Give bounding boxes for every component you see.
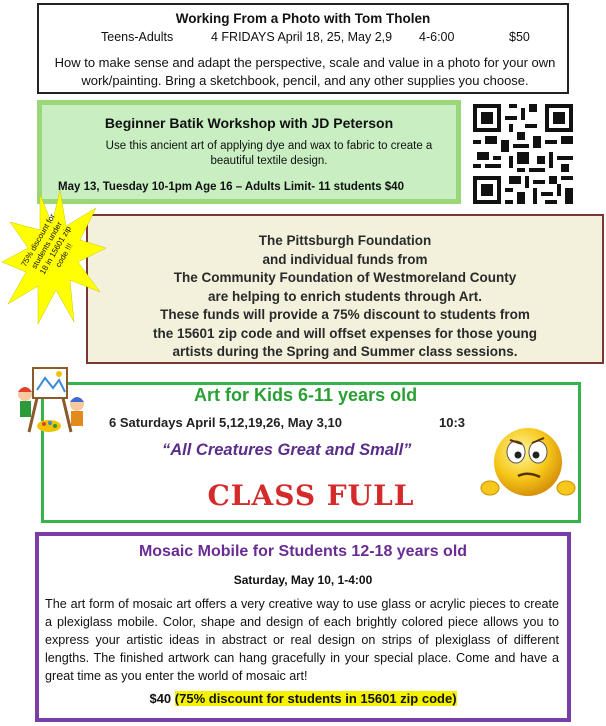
foundation-line: artists during the Spring and Summer class sessions. xyxy=(172,344,518,359)
class-description: Use this ancient art of applying dye and wax to fabric to create a beautiful textile design. xyxy=(105,140,433,167)
class-full-badge: CLASS FULL xyxy=(207,479,415,512)
class-dates: 4 FRIDAYS April 18, 25, May 2,9 xyxy=(211,30,393,44)
foundation-line: The Community Foundation of Westmoreland County xyxy=(173,270,517,285)
class-price: $50 xyxy=(509,30,530,44)
class-audience: Teens-Adults xyxy=(101,30,174,44)
discount-highlight: (75% discount for students in 15601 zip code) xyxy=(174,691,457,706)
class-price: $40 xyxy=(149,691,172,706)
class-description: How to make sense and adapt the perspective, scale and value in a photo for your own work/painting. Bring a sketchbook, pencil, and any other supplies you choose. xyxy=(54,55,556,88)
class-subtitle: “All Creatures Great and Small” xyxy=(162,441,412,459)
class-mosaic-mobile xyxy=(35,532,571,722)
class-working-from-photo xyxy=(37,3,569,94)
class-title: Working From a Photo with Tom Tholen xyxy=(175,11,431,26)
class-title: Mosaic Mobile for Students 12-18 years old xyxy=(138,543,468,560)
discount-starburst xyxy=(0,188,108,328)
class-details: May 13, Tuesday 10-1pm Age 16 – Adults Limit- 11 students $40 xyxy=(58,181,404,193)
class-title: Beginner Batik Workshop with JD Peterson xyxy=(104,115,394,131)
qr-code-icon xyxy=(469,100,577,208)
kids-painting-clipart xyxy=(15,364,87,436)
class-time: 4-6:00 xyxy=(419,30,455,44)
foundation-line: and individual funds from xyxy=(262,251,428,267)
confused-emoji-icon xyxy=(480,418,576,510)
foundation-notice xyxy=(86,214,604,364)
foundation-line: These funds will provide a 75% discount to students from xyxy=(160,307,530,322)
foundation-line: The Pittsburgh Foundation xyxy=(258,233,432,248)
foundation-text xyxy=(88,232,602,362)
class-price-line xyxy=(39,691,567,706)
class-title: Art for Kids 6-11 years old xyxy=(194,385,418,405)
foundation-line: the 15601 zip code and will offset expenses for those young xyxy=(152,325,538,341)
class-time: 10:3 xyxy=(439,415,466,430)
foundation-line: are helping to enrich students through Art. xyxy=(207,288,482,304)
class-dates: 6 Saturdays April 5,12,19,26, May 3,10 xyxy=(109,415,342,430)
class-date: Saturday, May 10, 1-4:00 xyxy=(233,573,373,587)
class-description: The art form of mosaic art offers a very creative way to use glass or acrylic pieces to create a plexiglass mobile. Color, shape and design of each brightly colored piece allows you to express your artistic ideas in abstract or real design on strips of plexiglass of different lengths. The finished artwork can hang gracefully in your special place. Come and have a great time as you enter the world of mosaic art! xyxy=(45,597,559,683)
starburst-text: 75% discount for students under 18 in 15601 zip code !!! xyxy=(19,212,75,277)
